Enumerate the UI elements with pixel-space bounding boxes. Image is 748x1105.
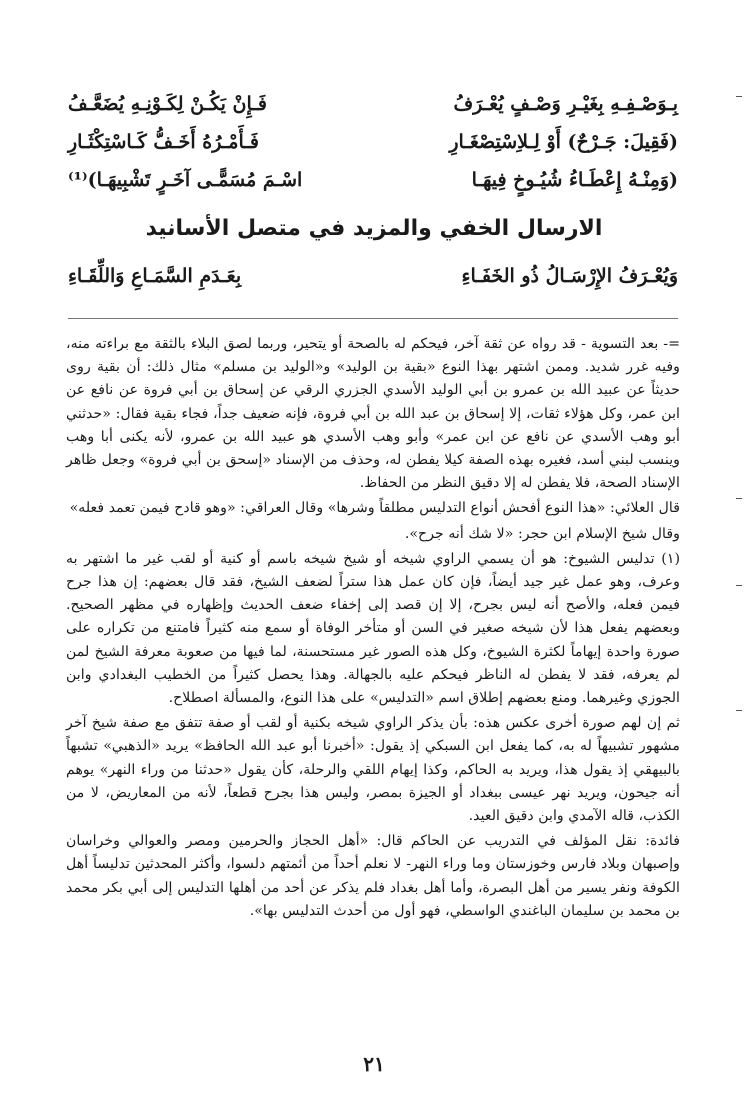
commentary-paragraph-6: فائدة: نقل المؤلف في التدريب عن الحاكم قال: «أهل الحجاز والحرمين ومصر والعوالي وخراسان وإصبهان وبلاد فارس وخوزستان وما وراء النهر- لا نعلم أحداً من أئمتهم دلسوا، وأكثر المحدثين تدليساً أهل الكوفة ونفر يسير من أهل البصرة، وأما أهل بغداد فلم يذكر عن أحد من أهلها التدليس إلى أبي بكر محمد بن محمد بن سليمان الباغندي الواسطي، فهو أول من أحدث التدليس بها». [66, 833, 680, 919]
footnote-1-paragraph: (١) تدليس الشيوخ: هو أن يسمي الراوي شيخه أو شيخ شيخه باسم أو كنية أو لقب غير ما اشتهر به وعرف، وهو عمل غير جيد أيضاً، فإن كان عمل هذا ستراً لضعف الشيخ، فقد قال بعضهم: إن هذا جرح فيمن فعله، والأصح أنه ليس بجرح، إلا إن قصد إلى إخفاء ضعف الحديث وإظهاره في مظهر الصحيح. وبعضهم يفعل هذا لأن شيخه صغير في السن أو متأخر الوفاة أو سمع منه كثيراً فامتنع من تكراره على صورة واحدة إيهاماً لكثرة الشيوخ، وكل هذه الصور غير مستحسنة، لما فيها من صعوبة معرفة الشيخ لمن لم يعرفه، فقد لا يفطن له الناظر فيحكم عليه بالجهالة. وهذا يحصل كثيراً من الخطيب البغدادي وابن الجوزي وغيرهما. ومنع بعضهم إطلاق اسم «التدليس» على هذا النوع، والمسألة اصطلاح. [66, 550, 680, 707]
verse-line-2 [68, 124, 678, 160]
section-title: الارسال الخفي والمزيد في متصل الأسانيد [145, 216, 603, 241]
verse-2-first-hemistich: (فَقِيلَ: جَـرْحٌ) أَوْ لِـلاِسْتِصْغَـارِ [449, 131, 678, 153]
verse-line-1 [68, 86, 678, 122]
verse-3-first-hemistich: (وَمِنْـهُ إِعْطَـاءُ شُيُـوخٍ فِيهَـا [471, 169, 678, 191]
verse-1-second-hemistich: فَـإِنْ يَكُـنْ لِكَـوْنِـهِ يُضَعَّـفُ [68, 93, 267, 115]
margin-tick [736, 96, 742, 97]
verse-1-first-hemistich: بِـوَصْـفِـهِ بِغَيْـرِ وَصْـفٍ يُعْـرَفُ [453, 93, 678, 115]
commentary-block [66, 333, 680, 923]
section-verse-first-hemistich: وَيُعْـرَفُ الإِرْسَـالُ ذُو الخَفَـاءِ [461, 265, 678, 287]
page-number: ٢١ [363, 1052, 385, 1076]
footnote-divider [68, 318, 678, 319]
verse-2-second-hemistich: فَـأَمْـرُهُ أَخَـفُّ كَـاسْتِكْثَـارِ [68, 131, 259, 153]
margin-tick [736, 498, 742, 499]
margin-tick [736, 585, 742, 586]
commentary-paragraph-5: ثم إن لهم صورة أخرى عكس هذه: بأن يذكر الراوي شيخه بكنية أو لقب أو صفة تتفق مع صفة شيخ آخر مشهور تشبيهاً له به، كما يفعل ابن السبكي إذ يقول: «أخبرنا أبو عبد الله الحافظ» يريد «الذهبي» تشبهاً بالبيهقي إذ يقول هذا، ويريد به الحاكم، وكذا إيهام اللقي والرحلة، كأن يقول «حدثنا من وراء النهر» يوهم أنه جيحون، ويريد نهر عيسى ببغداد أو الجيزة بمصر، وليس هذا بجرح قطعاً، لأنه من المعاريض، لا من الكذب، قاله الآمدي وابن دقيق العيد. [66, 715, 680, 825]
verse-3-second-hemistich: اسْـمَ مُسَمًّـى آخَـرٍ تَشْبِيهَـا)⁽¹⁾ [68, 169, 303, 191]
commentary-paragraph-1: =- بعد التسوية - قد رواه عن ثقة آخر، فيحكم له بالصحة أو يتحير، وربما لصق البلاء بالثقة مع براءته منه، وفيه غرر شديد. وممن اشتهر بهذا النوع «بقية بن الوليد» و«الوليد بن مسلم» مثال ذلك: أن بقية روى حديثاً عن عبيد الله بن عمرو بن أبي الوليد الأسدي الجزري الرقي عن إسحاق بن أبي فروة عن نافع عن ابن عمر، وكل هؤلاء ثقات، إلا إسحاق بن عبد الله بن أبي فروة، فإنه ضعيف جداً، فجاء بقية فقال: «حدثني أبو وهب الأسدي عن نافع عن ابن عمر» وأبو وهب الأسدي هو عبيد الله بن عمرو، لأنه يكنى أبا وهب وينسب لبني أسد، فغيره بهذه الصفة كيلا يفطن له، وحذف من الإسناد «إسحق بن أبي فروة» وجعل ظاهر الإسناد الصحة، فلا يفطن له إلا دقيق النظر من الحفاظ. [66, 336, 680, 492]
commentary-paragraph-2: قال العلائي: «هذا النوع أفحش أنواع التدليس مطلقاً وشرها» وقال العراقي: «وهو قادح فيمن تعمد فعله» [69, 500, 680, 517]
commentary-paragraph-3: وقال شيخ الإسلام ابن حجر: «لا شك أنه جرح». [404, 525, 680, 542]
verse-line-3 [68, 162, 678, 198]
margin-tick [736, 710, 742, 711]
section-verse [68, 258, 678, 294]
section-verse-second-hemistich: بِعَـدَمِ السَّمَـاعِ وَاللِّقَـاءِ [68, 265, 242, 287]
